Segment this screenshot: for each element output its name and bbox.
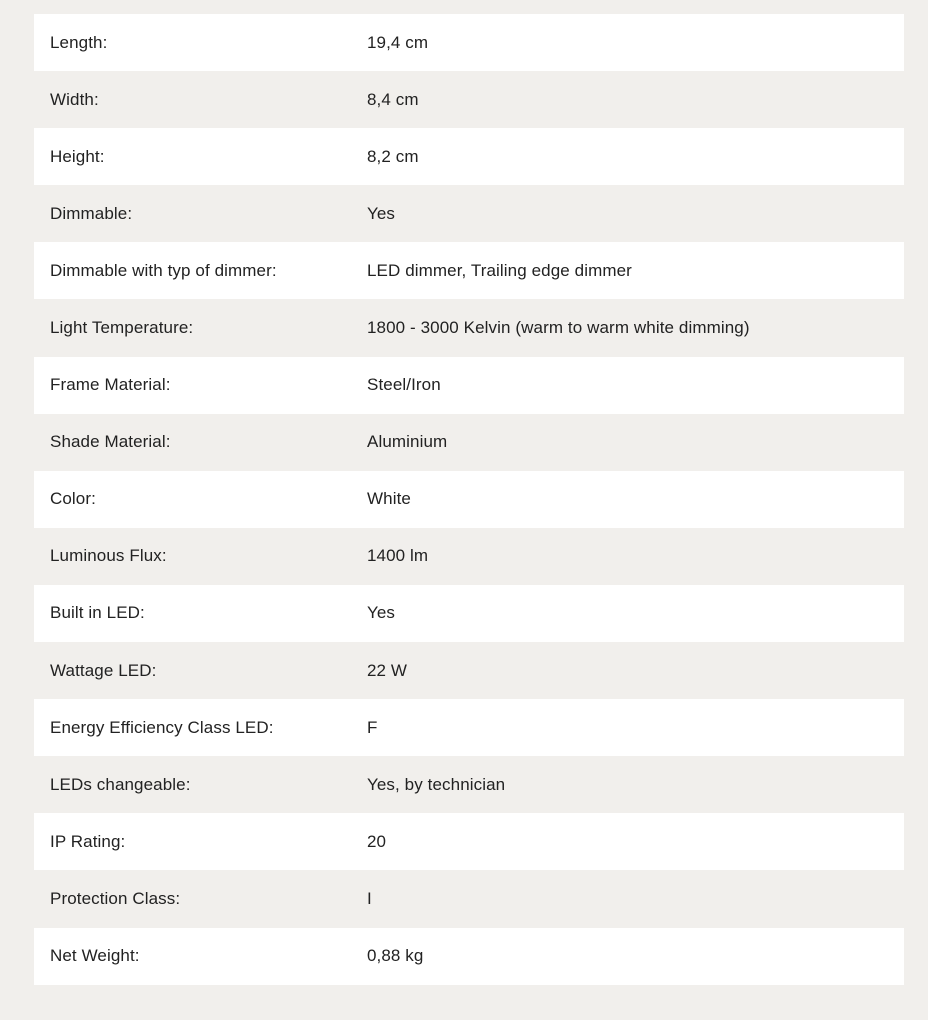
spec-row-light-temperature [34,299,904,356]
spec-label: Built in LED: [50,603,145,623]
spec-value: Yes, by technician [367,774,506,794]
spec-label: Dimmable with typ of dimmer: [50,260,277,280]
spec-label: Protection Class: [50,888,181,908]
spec-label: Energy Efficiency Class LED: [50,717,274,737]
spec-row-leds-changeable [34,756,904,813]
spec-row-net-weight [34,928,904,985]
spec-value: White [367,489,411,509]
spec-row-color [34,471,904,528]
spec-row-dimmable [34,185,904,242]
spec-label: IP Rating: [50,831,126,851]
spec-label: Wattage LED: [50,660,157,680]
spec-value: I [367,888,372,908]
spec-label: Net Weight: [50,946,140,966]
spec-row-protection-class [34,870,904,927]
spec-value: LED dimmer, Trailing edge dimmer [367,260,632,280]
product-spec-table [34,14,904,985]
spec-label: LEDs changeable: [50,774,191,794]
spec-row-energy-class [34,699,904,756]
spec-row-wattage-led [34,642,904,699]
spec-row-ip-rating [34,813,904,870]
spec-value: Yes [367,203,396,223]
spec-row-length [34,14,904,71]
spec-value: Steel/Iron [367,375,441,395]
spec-value: 8,2 cm [367,146,419,166]
spec-value: 1800 - 3000 Kelvin (warm to warm white dimming) [367,318,750,338]
spec-row-frame-material [34,357,904,414]
spec-row-height [34,128,904,185]
spec-value: Aluminium [367,432,448,452]
spec-label: Color: [50,489,96,509]
spec-value: 20 [367,831,387,851]
spec-row-luminous-flux [34,528,904,585]
spec-value: Yes [367,603,396,623]
spec-value: 19,4 cm [367,32,429,52]
spec-label: Width: [50,89,99,109]
spec-row-width [34,71,904,128]
spec-label: Light Temperature: [50,318,194,338]
spec-label: Dimmable: [50,203,133,223]
spec-value: 22 W [367,660,408,680]
spec-row-built-in-led [34,585,904,642]
spec-label: Luminous Flux: [50,546,167,566]
spec-label: Length: [50,32,108,52]
spec-row-shade-material [34,414,904,471]
spec-label: Height: [50,146,105,166]
spec-label: Frame Material: [50,375,171,395]
spec-value: F [367,717,378,737]
spec-value: 1400 lm [367,546,429,566]
spec-value: 8,4 cm [367,89,419,109]
spec-value: 0,88 kg [367,946,424,966]
spec-row-dimmer-type [34,242,904,299]
spec-label: Shade Material: [50,432,171,452]
